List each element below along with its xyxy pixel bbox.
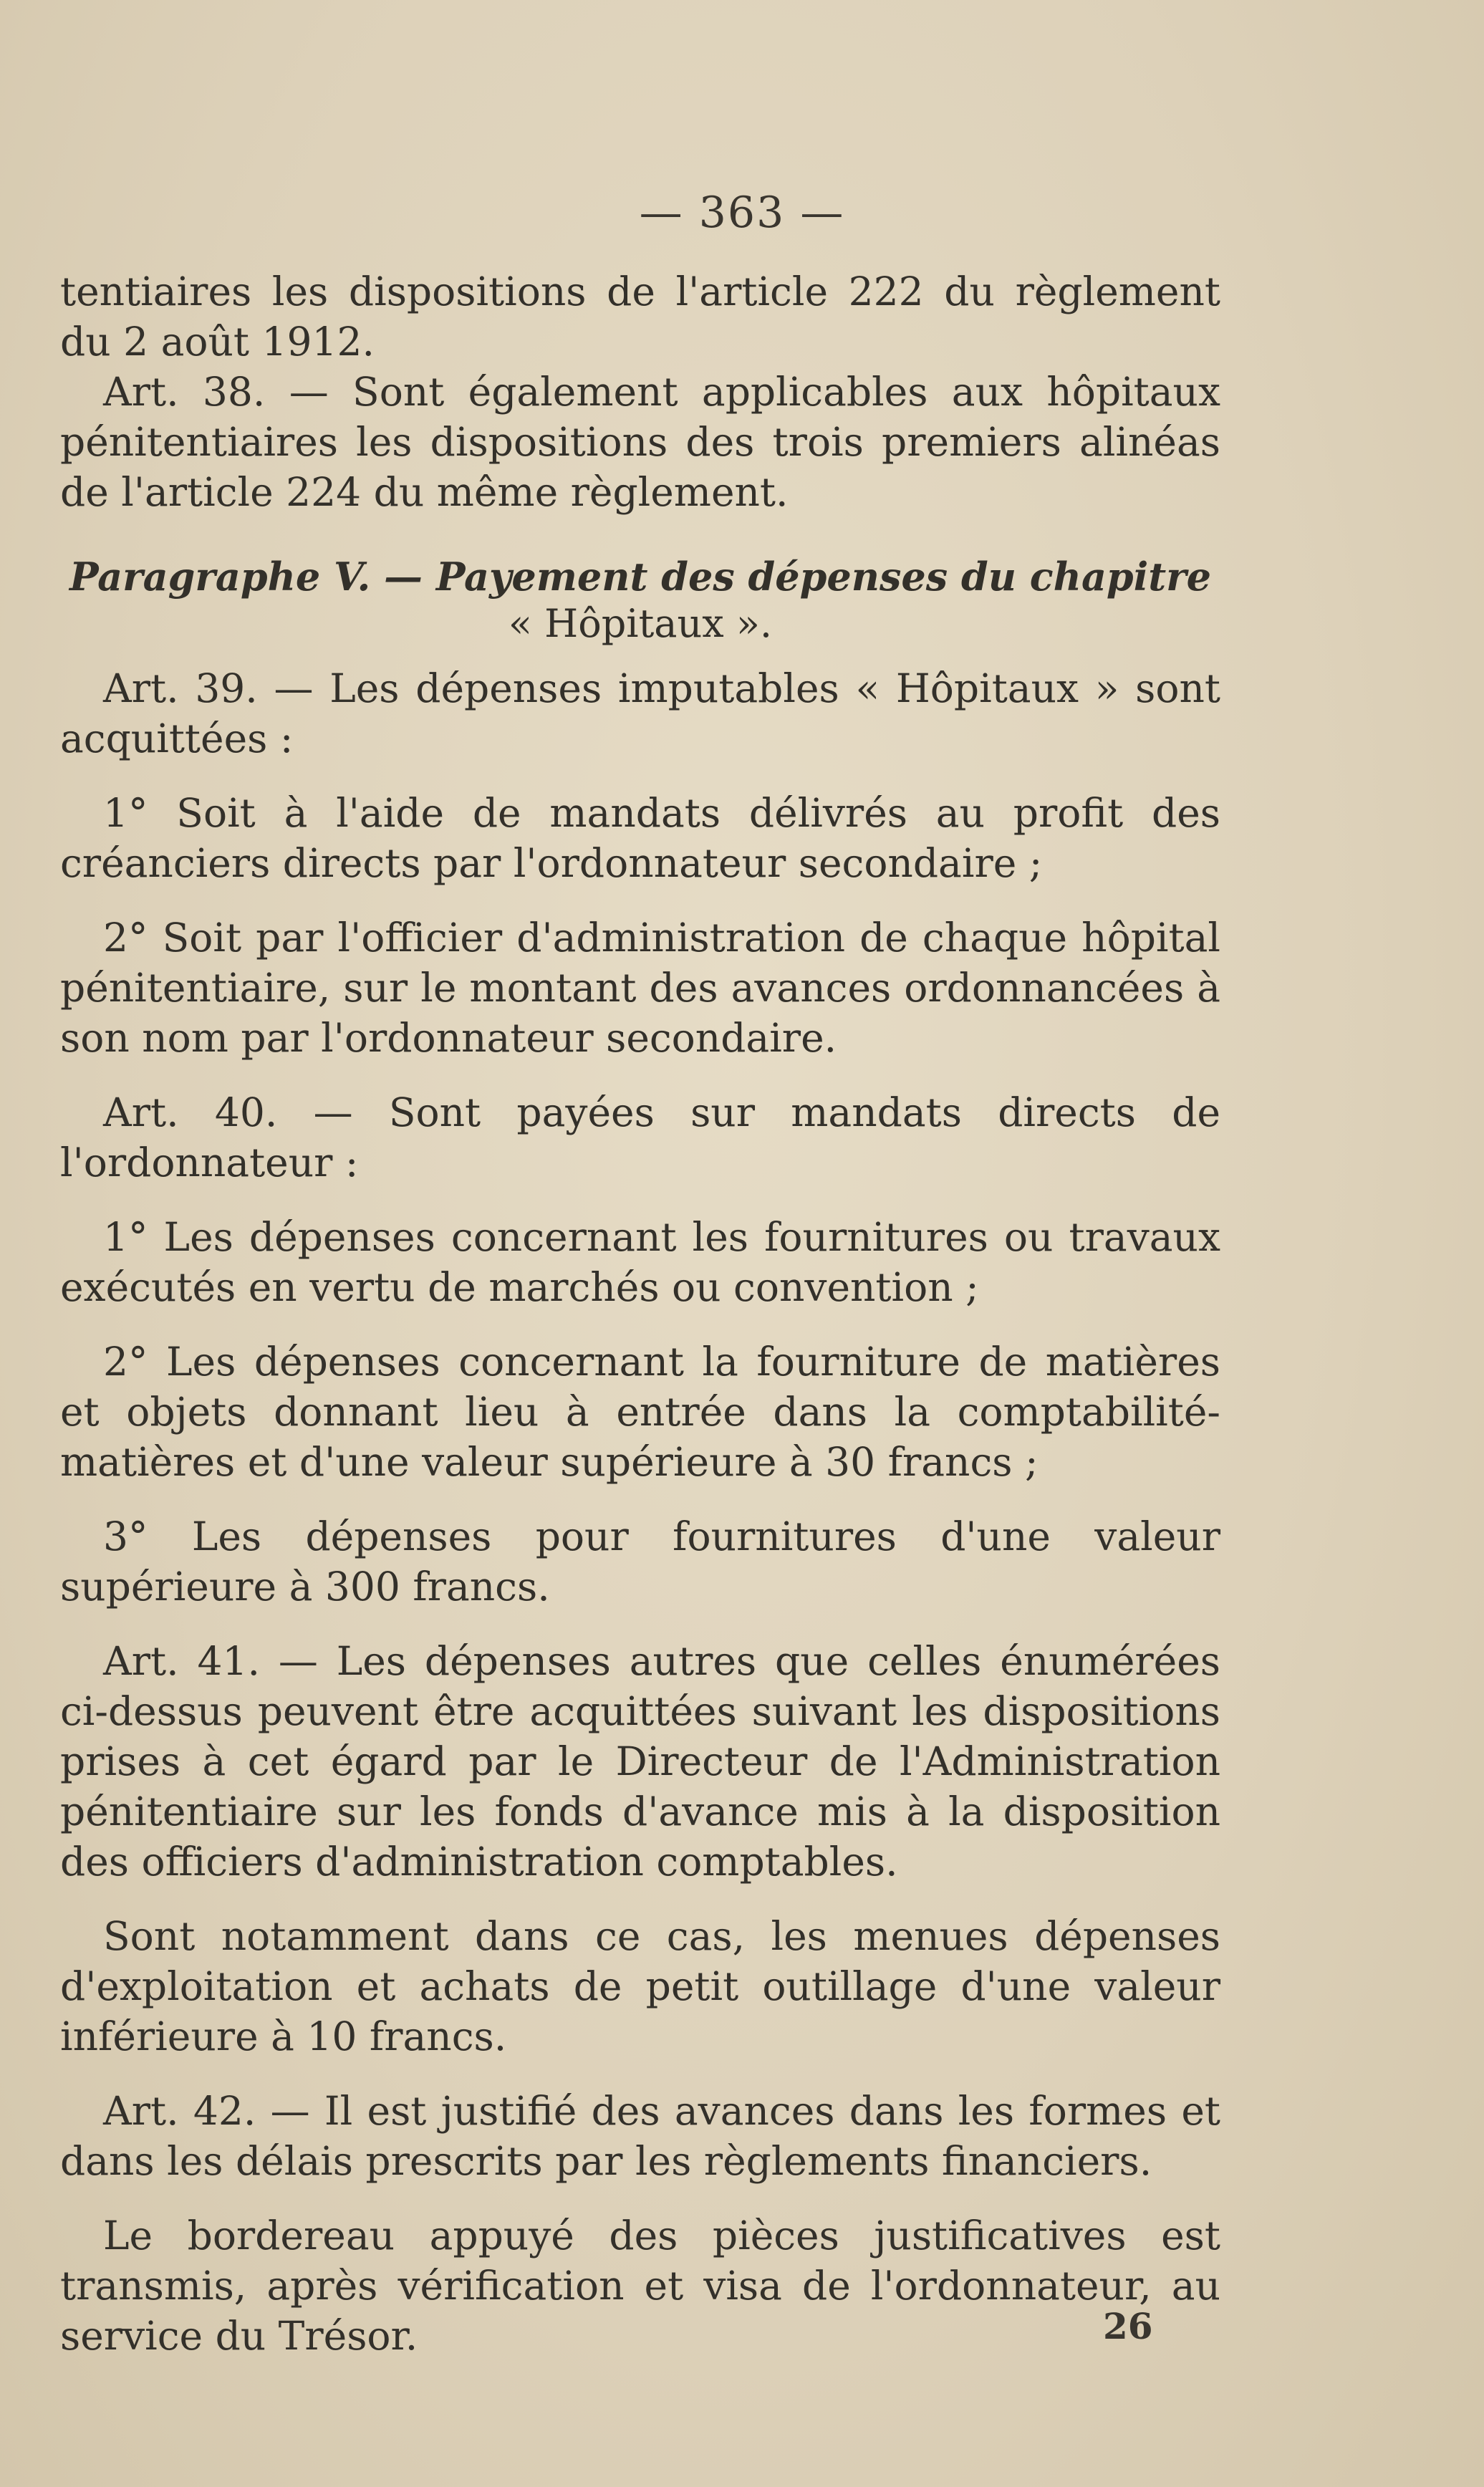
section-heading-title: Paragraphe V. — Payement des dépenses du chapitre: [69, 554, 1211, 600]
signature-mark: 26: [1103, 2305, 1153, 2347]
paragraph-art-41-cont: Sont notamment dans ce cas, les menues dépenses d'exploitation et achats de petit outillage d'une valeur inférieure à 10 francs.: [60, 1913, 1220, 2059]
section-heading: [60, 553, 1220, 648]
paragraph-art-38: Art. 38. — Sont également applicables aux hôpitaux pénitentiaires les dispositions des trois premiers alinéas de l'article 224 du même règlement.: [60, 369, 1220, 515]
paragraph-art-39: Art. 39. — Les dépenses imputables « Hôpitaux » sont acquittées :: [60, 665, 1220, 761]
list-item-39-1: 1° Soit à l'aide de mandats délivrés au profit des créanciers directs par l'ordonnateur secondaire ;: [60, 790, 1220, 886]
page-body: [60, 266, 1220, 2361]
paragraph-art-41: Art. 41. — Les dépenses autres que celles énumérées ci-dessus peuvent être acquittées suivant les dispositions prises à cet égard par le Directeur de l'Administration pénitentiaire sur les fonds d'avance mis à la disposition des officiers d'administration comptables.: [60, 1638, 1220, 1885]
paragraph-art-40: Art. 40. — Sont payées sur mandats directs de l'ordonnateur :: [60, 1089, 1220, 1185]
paragraph-art-42-cont: Le bordereau appuyé des pièces justificatives est transmis, après vérification et visa de l'ordonnateur, au service du Trésor.: [60, 2213, 1220, 2359]
paragraph-continuation: tentiaires les dispositions de l'article 222 du règlement du 2 août 1912.: [60, 269, 1220, 365]
list-item-40-1: 1° Les dépenses concernant les fournitures ou travaux exécutés en vertu de marchés ou convention ;: [60, 1214, 1220, 1310]
list-item-39-2: 2° Soit par l'officier d'administration de chaque hôpital pénitentiaire, sur le montant des avances ordonnancées à son nom par l'ordonnateur secondaire.: [60, 915, 1220, 1061]
page-number: — 363 —: [639, 188, 845, 238]
list-item-40-3: 3° Les dépenses pour fournitures d'une valeur supérieure à 300 francs.: [60, 1514, 1220, 1610]
section-heading-subtitle: « Hôpitaux ».: [508, 601, 773, 646]
paragraph-art-42: Art. 42. — Il est justifié des avances dans les formes et dans les délais prescrits par les règlements financiers.: [60, 2088, 1220, 2184]
list-item-40-2: 2° Les dépenses concernant la fourniture de matières et objets donnant lieu à entrée dans la comptabilité-matières et d'une valeur supérieure à 30 francs ;: [60, 1339, 1220, 1485]
